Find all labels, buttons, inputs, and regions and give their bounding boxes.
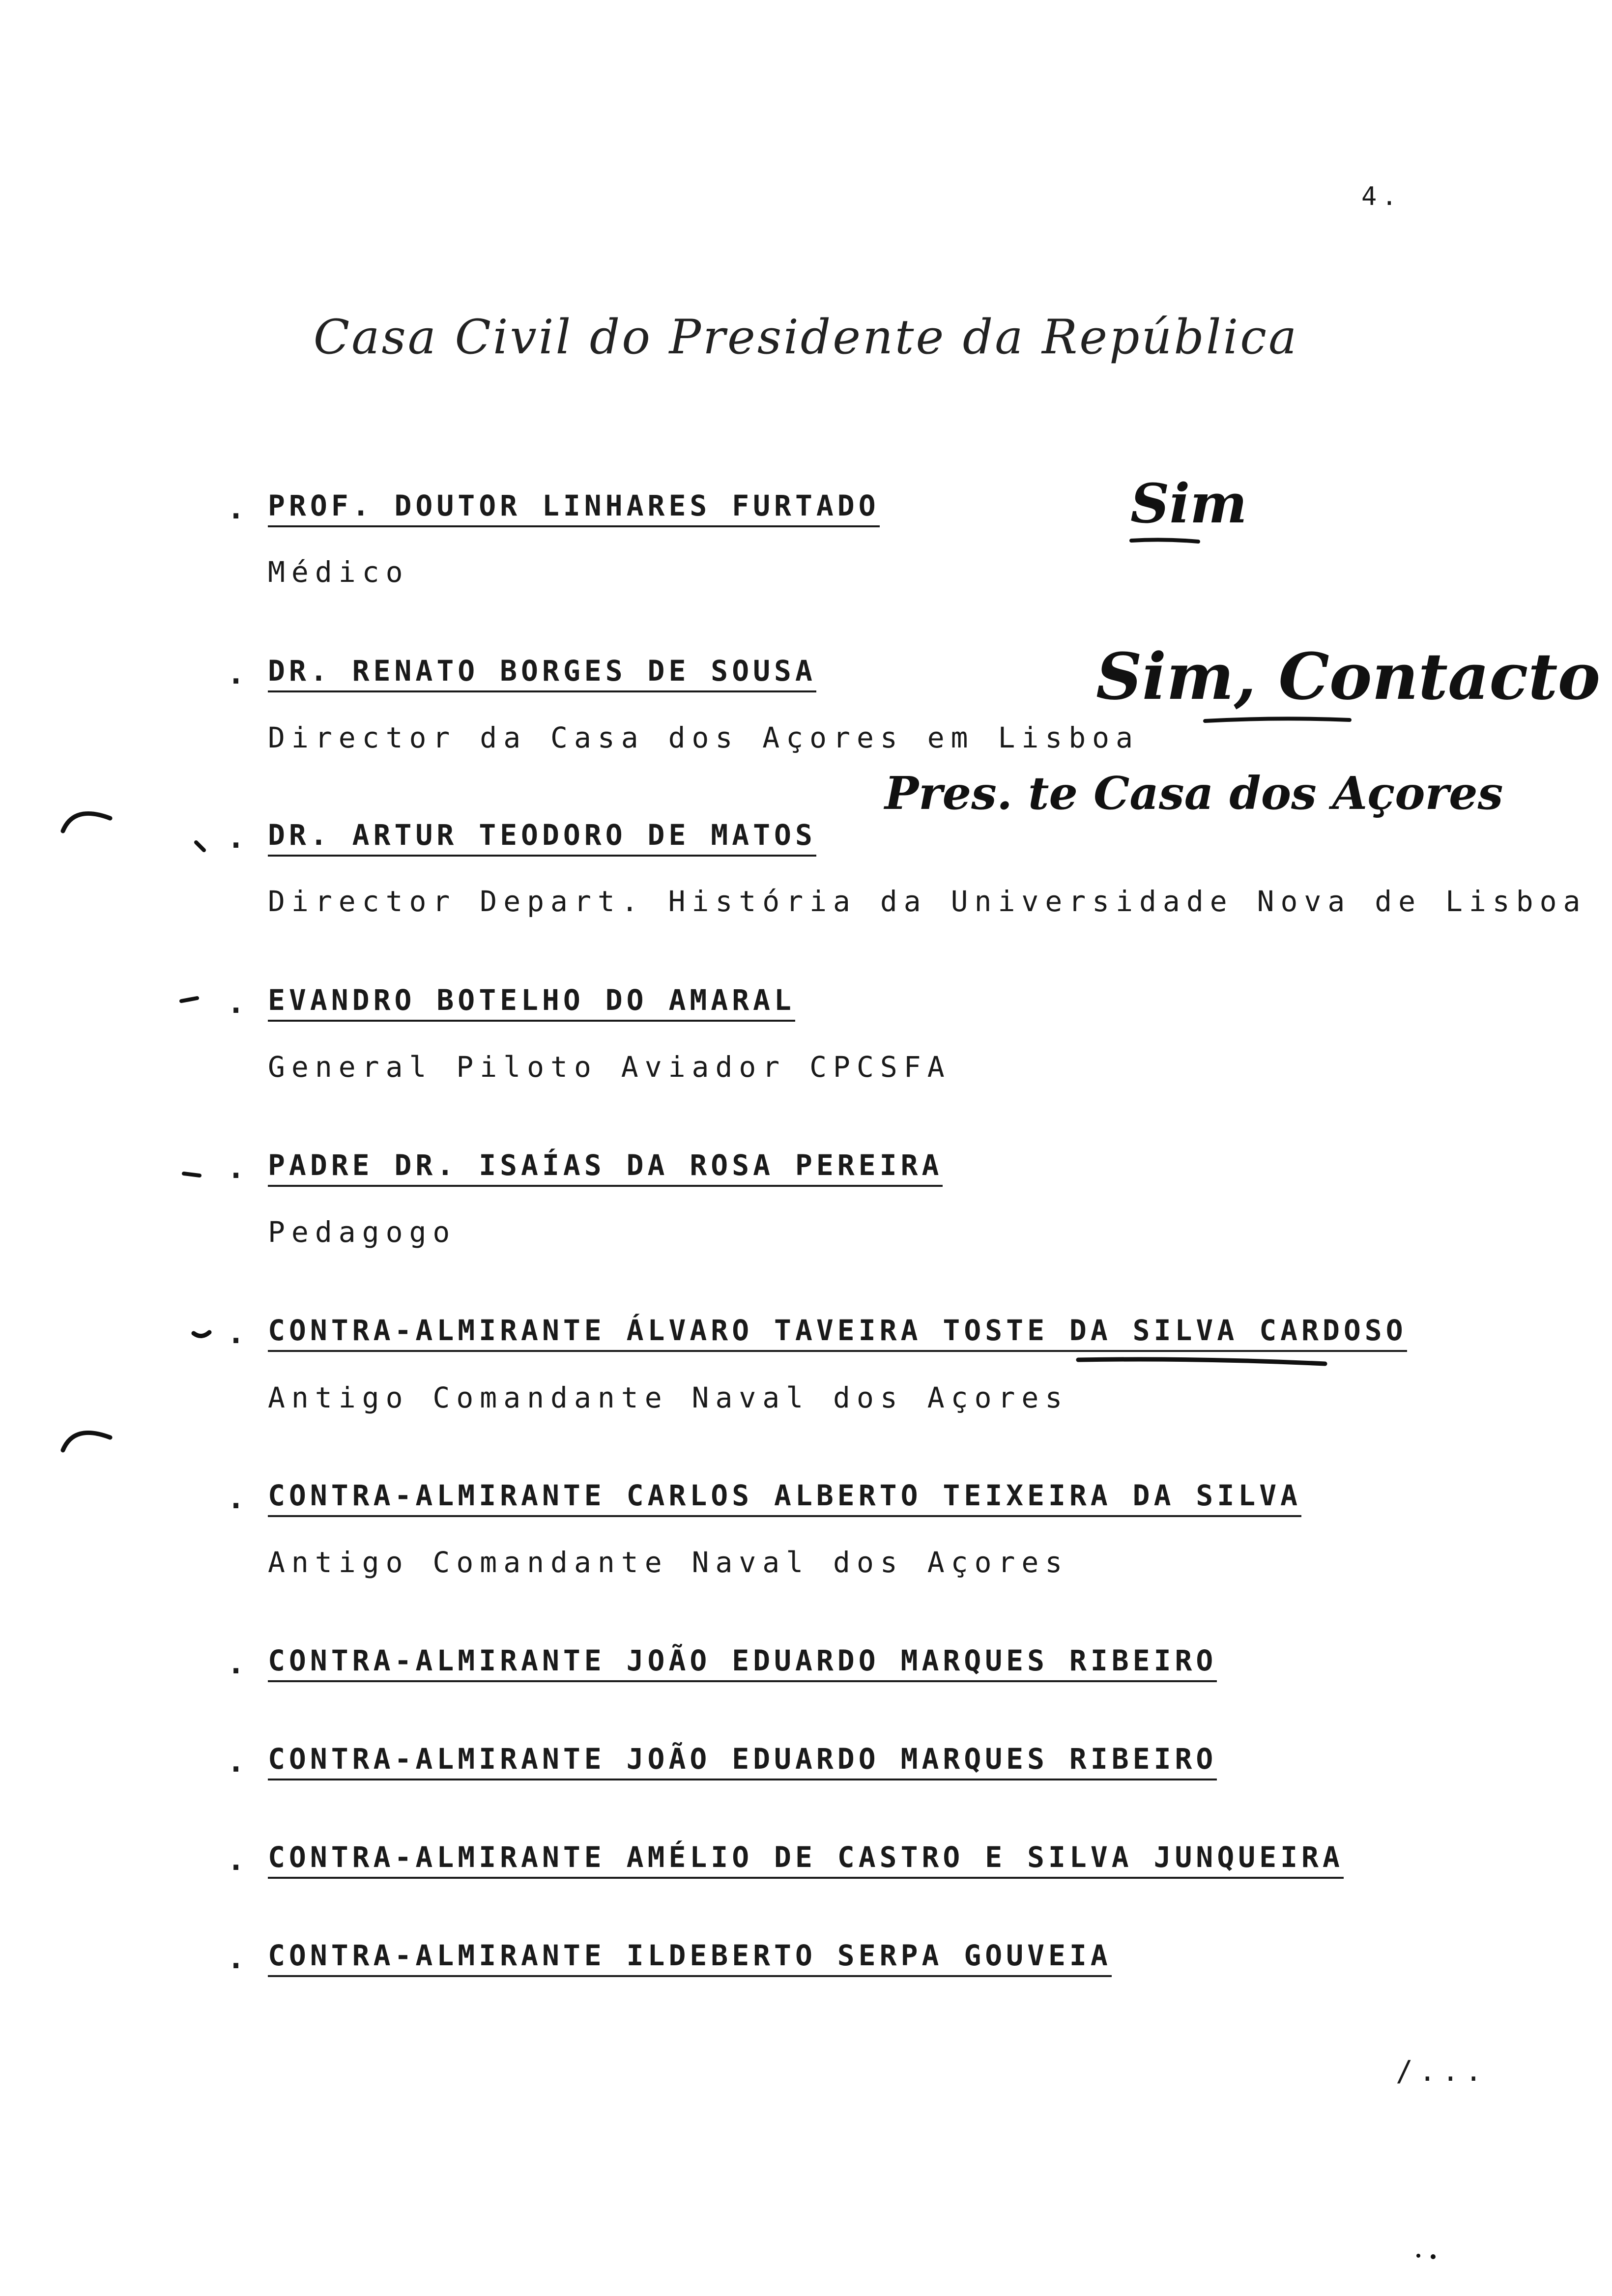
handwritten-note: Sim, Contacto bbox=[1096, 639, 1601, 714]
entry-description: Antigo Comandante Naval dos Açores bbox=[268, 1546, 1069, 1579]
entry-name: CONTRA-ALMIRANTE JOÃO EDUARDO MARQUES RIBEIRO bbox=[268, 1644, 1217, 1682]
entry-description: Antigo Comandante Naval dos Açores bbox=[268, 1381, 1069, 1414]
entry-name: PROF. DOUTOR LINHARES FURTADO bbox=[268, 489, 880, 527]
entry-description: Médico bbox=[268, 555, 409, 589]
handwritten-underline bbox=[1130, 536, 1199, 545]
entry-name: EVANDRO BOTELHO DO AMARAL bbox=[268, 983, 795, 1022]
handwritten-note: Sim bbox=[1130, 472, 1247, 535]
entry-name: CONTRA-ALMIRANTE ILDEBERTO SERPA GOUVEIA bbox=[268, 1939, 1112, 1977]
bullet: . bbox=[227, 1316, 245, 1350]
letterhead: Casa Civil do Presidente da República bbox=[313, 310, 1299, 365]
bullet: . bbox=[227, 1481, 245, 1516]
bullet: . bbox=[227, 1646, 245, 1681]
handwritten-note: Pres. te Casa dos Açores bbox=[885, 767, 1503, 820]
entry-description: General Piloto Aviador CPCSFA bbox=[268, 1050, 951, 1084]
entry-name: DR. ARTUR TEODORO DE MATOS bbox=[268, 818, 816, 857]
entry-name: CONTRA-ALMIRANTE CARLOS ALBERTO TEIXEIRA DA SILVA bbox=[268, 1479, 1301, 1517]
entry-name: CONTRA-ALMIRANTE ÁLVARO TAVEIRA TOSTE DA SILVA CARDOSO bbox=[268, 1314, 1407, 1352]
entry-description: Pedagogo bbox=[268, 1215, 457, 1249]
margin-tick-mark bbox=[194, 840, 206, 852]
entry-name: PADRE DR. ISAÍAS DA ROSA PEREIRA bbox=[268, 1148, 943, 1187]
margin-tick-mark bbox=[192, 1329, 211, 1341]
bullet: . bbox=[227, 491, 245, 526]
margin-tick-mark bbox=[179, 995, 199, 1005]
bullet: . bbox=[227, 1843, 245, 1877]
page-number: 4. bbox=[1361, 182, 1402, 211]
entry-name: DR. RENATO BORGES DE SOUSA bbox=[268, 654, 816, 692]
margin-bracket-mark bbox=[59, 1423, 113, 1452]
entry-name: CONTRA-ALMIRANTE AMÉLIO DE CASTRO E SILVA JUNQUEIRA bbox=[268, 1840, 1344, 1879]
margin-bracket-mark bbox=[59, 804, 113, 833]
continuation-marker: /... bbox=[1396, 2054, 1488, 2088]
entry-description: Director Depart. História da Universidade Nova de Lisboa bbox=[268, 885, 1587, 918]
bullet: . bbox=[227, 657, 245, 691]
bullet: . bbox=[227, 1745, 245, 1779]
bullet: . bbox=[227, 1151, 245, 1185]
entry-description: Director da Casa dos Açores em Lisboa bbox=[268, 721, 1140, 754]
bullet: . bbox=[227, 821, 245, 855]
bullet: . bbox=[227, 986, 245, 1020]
stray-ink-marks bbox=[1415, 2251, 1440, 2261]
handwritten-underline bbox=[1076, 1354, 1327, 1369]
handwritten-underline bbox=[1204, 715, 1352, 725]
margin-tick-mark bbox=[182, 1170, 202, 1179]
entry-name: CONTRA-ALMIRANTE JOÃO EDUARDO MARQUES RIBEIRO bbox=[268, 1742, 1217, 1780]
bullet: . bbox=[227, 1941, 245, 1976]
